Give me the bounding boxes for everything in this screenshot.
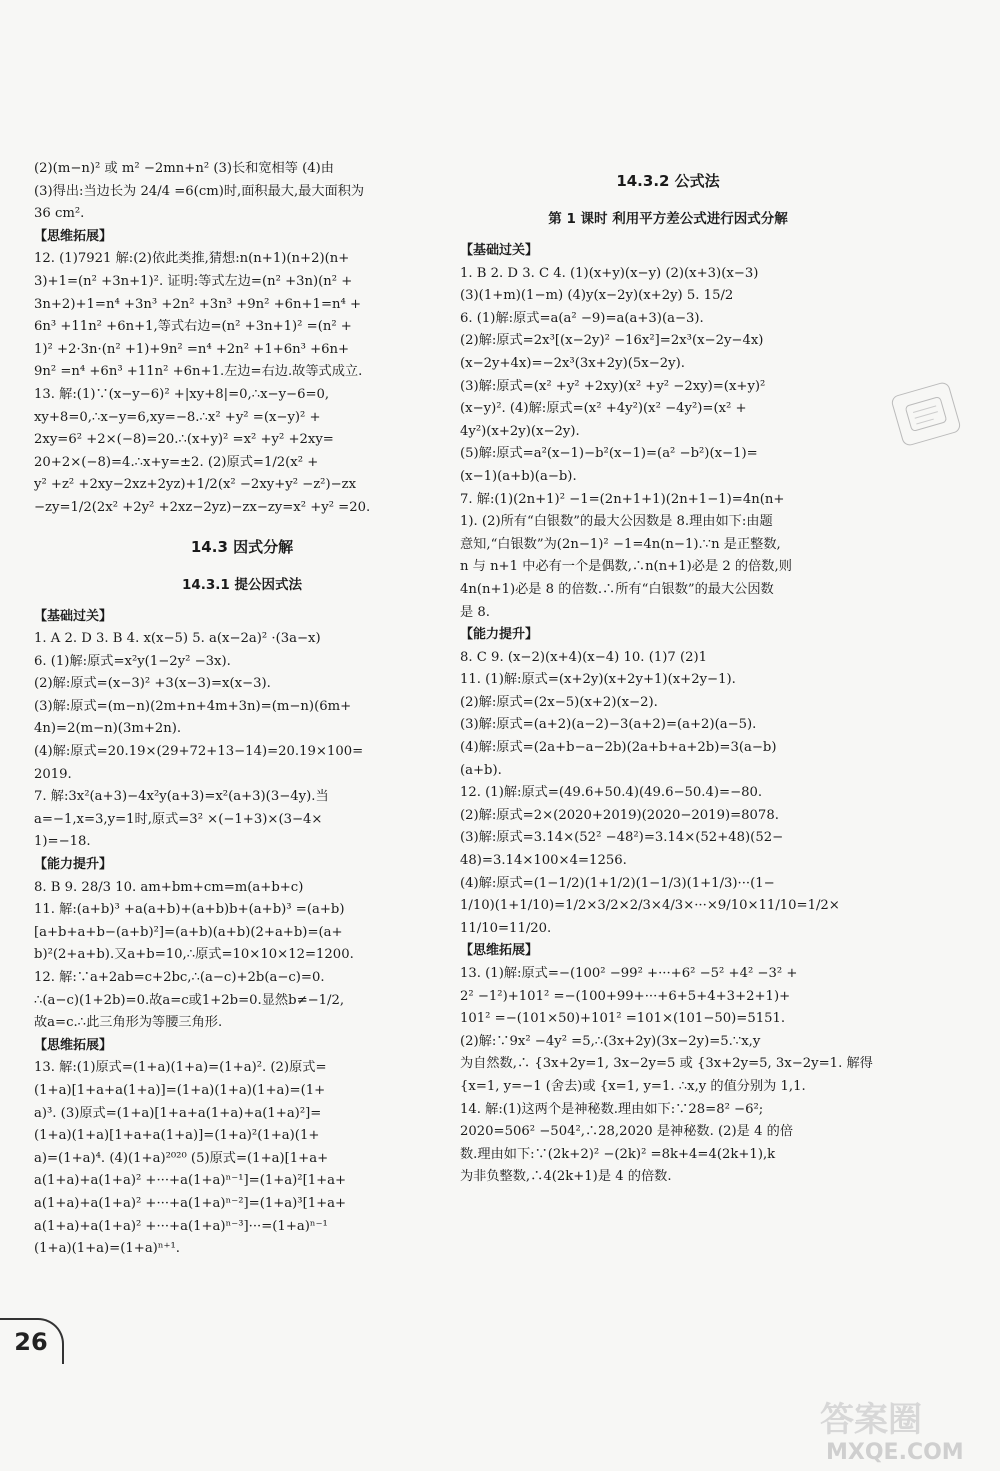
answer-line: (3)解:原式=3.14×(52² −48²)=3.14×(52+48)(52− — [460, 830, 784, 846]
answer-line: 3n+2)+1=n⁴ +3n³ +2n² +3n³ +9n² +6n+1=n⁴ + — [34, 296, 362, 312]
answer-line: 故a=c.∴此三角形为等腰三角形. — [34, 1015, 223, 1031]
answer-line: (1+a)[1+a+a(1+a)]=(1+a)(1+a)(1+a)=(1+ — [34, 1082, 326, 1098]
answer-line: 20+2×(−8)=4.∴x+y=±2. (2)原式=1/2(x² + — [34, 454, 319, 470]
answer-line: a)³. (3)原式=(1+a)[1+a+a(1+a)+a(1+a)²]= — [34, 1105, 322, 1121]
answer-block-nengli-right — [460, 647, 876, 941]
answer-line: 1)=−18. — [34, 834, 91, 850]
answer-line: (3)解:原式=(x² +y² +2xy)(x² +y² −2xy)=(x+y)² — [460, 378, 766, 394]
answer-line: a(1+a)+a(1+a)² +···+a(1+a)ⁿ⁻²]=(1+a)³[1+a+ — [34, 1195, 347, 1211]
answer-line: (5)解:原式=a²(x−1)−b²(x−1)=(a² −b²)(x−1)= — [460, 446, 758, 462]
answer-line: 为非负整数,∴4(2k+1)是 4 的倍数. — [460, 1169, 672, 1185]
answer-line: 12. 解:∵a+2ab=c+2bc,∴(a−c)+2b(a−c)=0. — [34, 970, 325, 985]
answer-line: a=−1,x=3,y=1时,原式=3² ×(−1+3)×(3−4× — [34, 811, 323, 827]
section-tag-siwei-right: 【思维拓展】 — [460, 943, 539, 959]
section-title-14-3-2: 14.3.2 公式法 — [616, 172, 720, 190]
section-tag-nengli-right: 【能力提升】 — [460, 627, 539, 643]
answer-line: a(1+a)+a(1+a)² +···+a(1+a)ⁿ⁻¹]=(1+a)²[1+a+ — [34, 1173, 347, 1189]
answer-line: 4y²)(x+2y)(x−2y). — [460, 423, 580, 439]
answer-line: n 与 n+1 中必有一个是偶数,∴n(n+1)必是 2 的倍数,则 — [460, 559, 792, 575]
answer-line: 1. A 2. D 3. B 4. x(x−5) 5. a(x−2a)² ·(3a−x) — [34, 631, 321, 647]
answer-line: 3)+1=(n² +3n+1)². 证明:等式左边=(n² +3n)(n² + — [34, 273, 353, 289]
answer-line: (x−y)². (4)解:原式=(x² +4y²)(x² −4y²)=(x² + — [460, 401, 747, 417]
answer-line: 11. (1)解:原式=(x+2y)(x+2y+1)(x+2y−1). — [460, 672, 736, 688]
answer-line: (4)解:原式=20.19×(29+72+13−14)=20.19×100= — [34, 744, 364, 760]
answer-block-siwei-2 — [34, 1057, 450, 1260]
answer-line: (1+a)(1+a)[1+a+a(1+a)]=(1+a)²(1+a)(1+ — [34, 1128, 320, 1144]
answer-block-siwei-right — [460, 963, 876, 1189]
answer-line: 48)=3.14×100×4=1256. — [460, 853, 627, 869]
answer-line: 2² −1²)+101² =−(100+99+···+6+5+4+3+2+1)+ — [460, 988, 791, 1004]
answer-line: 9n² =n⁴ +6n³ +11n² +6n+1.左边=右边.故等式成立. — [34, 364, 363, 380]
answer-line: 8. C 9. (x−2)(x+4)(x−4) 10. (1)7 (2)1 — [460, 649, 708, 665]
answer-line: (3)得出:当边长为 24/4 =6(cm)时,面积最大,最大面积为 — [34, 183, 365, 199]
answer-line: 4n)=2(m−n)(3m+2n). — [34, 721, 182, 737]
watermark-logo — [820, 1394, 970, 1438]
section-title-14-3-1: 14.3.1 提公因式法 — [181, 576, 303, 593]
answer-line: 13. 解:(1)原式=(1+a)(1+a)=(1+a)². (2)原式= — [34, 1060, 327, 1076]
answer-line: 13. (1)解:原式=−(100² −99² +···+6² −5² +4² −3² + — [460, 966, 798, 981]
answer-line: 7. 解:(1)(2n+1)² −1=(2n+1+1)(2n+1−1)=4n(n+ — [460, 491, 785, 507]
answer-line: 6. (1)解:原式=x²y(1−2y² −3x). — [34, 653, 231, 669]
right-column — [460, 158, 876, 1189]
answer-line: (1+a)(1+a)=(1+a)ⁿ⁺¹. — [34, 1241, 180, 1257]
answer-line: (2)解:∵9x² −4y² =5,∴(3x+2y)(3x−2y)=5.∵x,y — [460, 1033, 761, 1049]
stamp-icon — [903, 394, 950, 434]
answer-line: 为自然数,∴ {3x+2y=1, 3x−2y=5 或 {3x+2y=5, 3x−2y=1. 解得 — [460, 1056, 873, 1072]
left-column — [34, 158, 450, 1261]
answer-line: (a+b). — [460, 762, 502, 778]
answer-line: 11. 解:(a+b)³ +a(a+b)+(a+b)b+(a+b)³ =(a+b) — [34, 902, 345, 918]
answer-line: 1)² +2·3n·(n² +1)+9n² =n⁴ +2n² +1+6n³ +6n+ — [34, 341, 350, 357]
answer-line: (2)解:原式=2×(2020+2019)(2020−2019)=8078. — [460, 807, 779, 823]
answer-line: a(1+a)+a(1+a)² +···+a(1+a)ⁿ⁻³]···=(1+a)ⁿ⁻¹ — [34, 1218, 328, 1234]
answer-line: xy+8=0,∴x−y=6,xy=−8.∴x² +y² =(x−y)² + — [34, 409, 321, 425]
answer-line: (2)(m−n)² 或 m² −2mn+n² (3)长和宽相等 (4)由 — [34, 161, 334, 176]
answer-line: [a+b+a+b−(a+b)²]=(a+b)(a+b)(2+a+b)=(a+ — [34, 924, 343, 940]
answer-line: (2)解:原式=2x³[(x−2y)² −16x²]=2x³(x−2y−4x) — [460, 333, 764, 349]
answer-line: 8. B 9. 28/3 10. am+bm+cm=m(a+b+c) — [34, 879, 304, 895]
answer-line: 1). (2)所有“白银数”的最大公因数是 8.理由如下:由题 — [460, 514, 773, 530]
answer-line: 6n³ +11n² +6n+1,等式右边=(n² +3n+1)² =(n² + — [34, 319, 352, 335]
answer-line: 12. (1)解:原式=(49.6+50.4)(49.6−50.4)=−80. — [460, 785, 763, 801]
answer-block-jichu-right — [460, 263, 876, 625]
lesson-title: 第 1 课时 利用平方差公式进行因式分解 — [548, 211, 788, 227]
section-tag-siwei-2: 【思维拓展】 — [34, 1037, 113, 1053]
answer-line: (2)解:原式=(x−3)² +3(x−3)=x(x−3). — [34, 676, 271, 692]
answer-block-jichu — [34, 628, 450, 854]
stamp-mark — [890, 381, 962, 448]
answer-block-top — [34, 158, 450, 226]
watermark-logo-text: 答案圈 — [820, 1399, 922, 1440]
answer-line: 101² =−(101×50)+101² =101×(101−50)=5151. — [460, 1011, 786, 1027]
answer-line: 4n(n+1)必是 8 的倍数.∴所有“白银数”的最大公因数 — [460, 581, 774, 597]
section-tag-nengli: 【能力提升】 — [34, 857, 113, 873]
answer-line: a)=(1+a)⁴. (4)(1+a)²⁰²⁰ (5)原式=(1+a)[1+a+ — [34, 1150, 329, 1166]
answer-line: (2)解:原式=(2x−5)(x+2)(x−2). — [460, 694, 658, 710]
answer-line: 7. 解:3x²(a+3)−4x²y(a+3)=x²(a+3)(3−4y).当 — [34, 789, 329, 805]
section-title-14-3: 14.3 因式分解 — [190, 537, 294, 556]
answer-line: 12. (1)7921 解:(2)依此类推,猜想:n(n+1)(n+2)(n+ — [34, 251, 350, 267]
answer-line: 2020=506² −504²,∴28,2020 是神秘数. (2)是 4 的倍 — [460, 1124, 794, 1140]
answer-line: (4)解:原式=(2a+b−a−2b)(2a+b+a+2b)=3(a−b) — [460, 740, 777, 756]
answer-line: (x−2y+4x)=−2x³(3x+2y)(5x−2y). — [460, 355, 685, 371]
answer-line: 是 8. — [460, 604, 490, 620]
answer-line: ∴(a−c)(1+2b)=0.故a=c或1+2b=0.显然b≠−1/2, — [34, 992, 345, 1008]
answer-line: 14. 解:(1)这两个是神秘数.理由如下:∵28=8² −6²; — [460, 1101, 764, 1117]
answer-line: b)²(2+a+b).又a+b=10,∴原式=10×10×12=1200. — [34, 947, 354, 963]
section-tag-siwei: 【思维拓展】 — [34, 228, 113, 244]
page-number: 26 — [0, 1318, 64, 1364]
answer-line: 1. B 2. D 3. C 4. (1)(x+y)(x−y) (2)(x+3)(x−3) — [460, 265, 759, 281]
answer-line: 2xy=6² +2×(−8)=20.∴(x+y)² =x² +y² +2xy= — [34, 432, 334, 448]
answer-line: 36 cm². — [34, 206, 85, 222]
answer-line: (3)(1+m)(1−m) (4)y(x−2y)(x+2y) 5. 15/2 — [460, 288, 734, 304]
answer-line: (x−1)(a+b)(a−b). — [460, 468, 577, 484]
answer-line: 意知,“白银数”为(2n−1)² −1=4n(n−1).∵n 是正整数, — [460, 536, 781, 552]
answer-line: y² +z² +2xy−2xz+2yz)+1/2(x² −2xy+y² −z²)−zx — [34, 477, 357, 493]
answer-line: 13. 解:(1)∵(x−y−6)² +|xy+8|=0,∴x−y−6=0, — [34, 386, 330, 402]
answer-line: {x=1, y=−1 (舍去)或 {x=1, y=1. ∴x,y 的值分别为 1,1. — [460, 1078, 806, 1094]
answer-block-nengli — [34, 877, 450, 1035]
answer-line: 2019. — [34, 766, 72, 782]
watermark-site: MXQE.COM — [826, 1440, 964, 1465]
answer-line: (3)解:原式=(a+2)(a−2)−3(a+2)=(a+2)(a−5). — [460, 717, 757, 733]
section-tag-jichu-right: 【基础过关】 — [460, 243, 539, 258]
answer-line: 1/10)(1+1/10)=1/2×3/2×2/3×4/3×···×9/10×11/10=1/2× — [460, 898, 840, 914]
answer-line: −zy=1/2(2x² +2y² +2xz−2yz)−zx−zy=x² +y² =20. — [34, 499, 371, 515]
answer-line: 11/10=11/20. — [460, 920, 552, 936]
answer-line: 6. (1)解:原式=a(a² −9)=a(a+3)(a−3). — [460, 310, 704, 326]
answer-block-siwei — [34, 248, 450, 519]
section-tag-jichu: 【基础过关】 — [34, 608, 113, 624]
answer-line: (4)解:原式=(1−1/2)(1+1/2)(1−1/3)(1+1/3)···(1− — [460, 875, 775, 891]
answer-line: (3)解:原式=(m−n)(2m+n+4m+3n)=(m−n)(6m+ — [34, 698, 352, 714]
answer-line: 数.理由如下:∵(2k+2)² −(2k)² =8k+4=4(2k+1),k — [460, 1146, 776, 1162]
